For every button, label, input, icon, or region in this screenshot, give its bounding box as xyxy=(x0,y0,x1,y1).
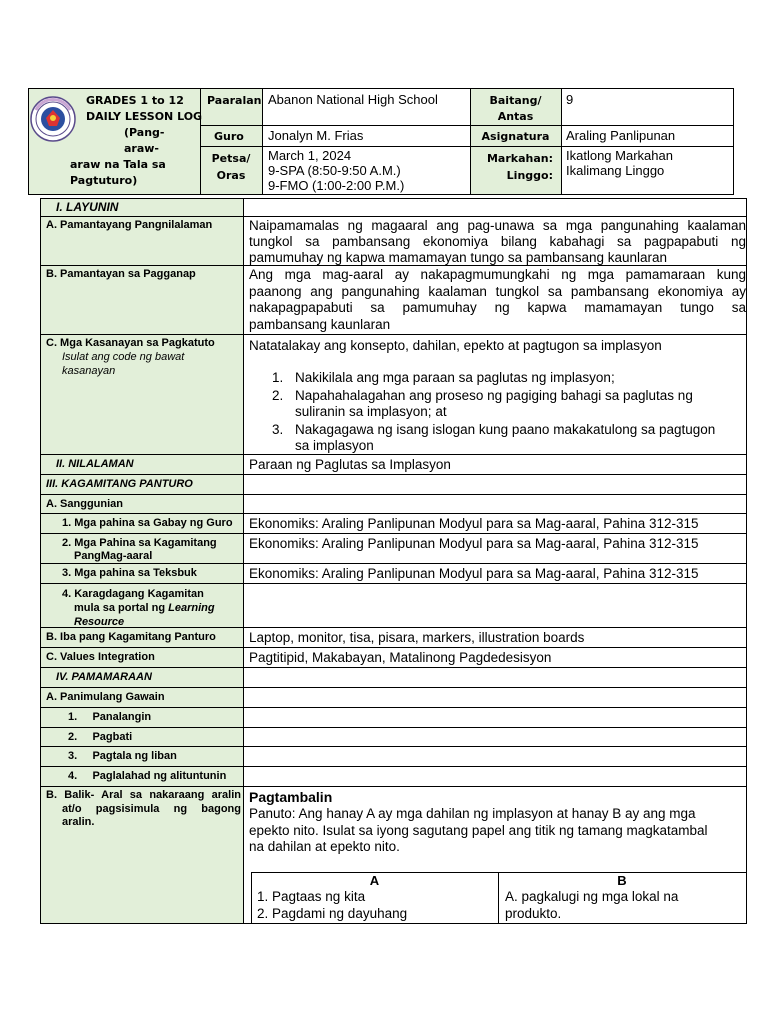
panuto-text: Panuto: Ang hanay A ay mga dahilan ng implasyon at hanay B ay ang mga epekto nito. Isulat sa iyong sagutang papel ang titik ng tamang magkatambal na dahilan at epekto nito. xyxy=(249,806,708,854)
teksbuk-label: 3. Mga pahina sa Teksbuk xyxy=(62,567,197,579)
asignatura-value: Araling Panlipunan xyxy=(566,128,676,143)
gabay-label: 1. Mga pahina sa Gabay ng Guro xyxy=(62,517,233,529)
grades-subtitle: (Pang-araw- araw na Tala sa Pagtuturo) xyxy=(70,126,166,187)
pagtambalin-title: Pagtambalin xyxy=(249,789,333,805)
col-a-header: A xyxy=(369,873,380,888)
list-item: A. pagkalugi ng mga lokal na xyxy=(505,889,679,904)
teksbuk-value: Ekonomiks: Araling Panlipunan Modyul para sa Mag-aaral, Pahina 312-315 xyxy=(249,566,699,581)
panimulang-label: A. Panimulang Gawain xyxy=(46,691,165,703)
kagamitang-heading: III. KAGAMITANG PANTURO xyxy=(46,478,193,490)
kasanayan-list xyxy=(272,370,742,455)
pamantayang-label: A. Pamantayang Pangnilalaman xyxy=(46,219,213,231)
petsa-label: Petsa/ Oras xyxy=(211,152,251,182)
grades-title: GRADES 1 to 12 DAILY LESSON LOG xyxy=(86,94,203,123)
nilalaman-heading: II. NILALAMAN xyxy=(56,458,134,470)
iba-value: Laptop, monitor, tisa, pisara, markers, illustration boards xyxy=(249,630,585,645)
markahan-label: Markahan: Linggo: xyxy=(486,152,553,182)
gabay-value: Ekonomiks: Araling Panlipunan Modyul para sa Mag-aaral, Pahina 312-315 xyxy=(249,516,699,531)
baitang-value: 9 xyxy=(566,92,574,107)
markahan-value: Ikatlong Markahan Ikalimang Linggo xyxy=(566,148,673,178)
panimula-item-panalangin: 1. Panalangin xyxy=(68,711,152,723)
baitang-label: Baitang/ Antas xyxy=(489,94,542,123)
list-item: produkto. xyxy=(505,905,562,921)
panimula-item-pagtala: 3. Pagtala ng liban xyxy=(68,750,177,762)
list-item: 3. Nakagagawa ng isang islogan kung paano makakatulong sa pagtugon sa implasyon xyxy=(272,421,716,453)
sanggunian-label: A. Sanggunian xyxy=(46,498,123,510)
karagdagang-label: 4. Karagdagang Kagamitan mula sa portal ng Learning Resource xyxy=(62,588,215,628)
list-item: 2. Pagdami ng dayuhang xyxy=(257,905,408,921)
iba-label: B. Iba pang Kagamitang Panturo xyxy=(46,631,216,643)
list-item: 2. Napahahalagahan ang proseso ng pagiging bahagi sa paglutas ng suliranin sa implasyon; at xyxy=(272,387,693,419)
values-label: C. Values Integration xyxy=(46,651,155,663)
paaralan-label: Paaralan xyxy=(207,94,262,107)
col-b-items xyxy=(505,889,678,922)
col-a-items xyxy=(257,889,407,922)
kagamitang-pahina-label: 2. Mga Pahina sa Kagamitang PangMag-aaral xyxy=(62,537,217,562)
pagganap-value: Ang mga mag-aaral ay nakapagmumungkahi ng mga pamamaraan kung paanong ang pangunahing kaalaman tungkol sa pambansang ekonomiya ay nakapagpapabuti sa pamumuhay ng kapwa mamamayan tungo sa pambansang kaunlaran xyxy=(249,267,746,332)
nilalaman-value: Paraan ng Paglutas sa Implasyon xyxy=(249,457,451,472)
values-value: Pagtitipid, Makabayan, Matalinong Pagdedesisyon xyxy=(249,650,552,665)
guro-label: Guro xyxy=(214,130,244,143)
asignatura-label: Asignatura xyxy=(481,130,550,143)
kagamitang-pahina-value: Ekonomiks: Araling Panlipunan Modyul para sa Mag-aaral, Pahina 312-315 xyxy=(249,536,699,551)
kasanayan-sub: Isulat ang code ng bawat kasanayan xyxy=(62,351,185,377)
panimula-item-paglalahad: 4. Paglalahad ng alituntunin xyxy=(68,770,227,782)
panimula-item-pagbati: 2. Pagbati xyxy=(68,731,133,743)
pamamaraan-heading: IV. PAMAMARAAN xyxy=(56,671,152,683)
kasanayan-label: C. Mga Kasanayan sa Pagkatuto xyxy=(46,337,215,349)
guro-value: Jonalyn M. Frias xyxy=(268,128,364,143)
pamantayang-value: Naipamamalas ng magaaral ang pag-unawa sa mga pangunahing kaalaman tungkol sa pambansang ekonomiya bilang kabahagi sa pagpapabuti ng pamumuhay ng kapwa mamamayan tungo sa pambansang kaunlaran xyxy=(249,218,746,265)
list-item: 1. Pagtaas ng kita xyxy=(257,889,366,904)
col-b-header: B xyxy=(617,873,627,888)
list-item: 1. Nakikilala ang mga paraan sa paglutas ng implasyon; xyxy=(272,370,615,385)
balik-aral-label: B. Balik- Aral sa nakaraang aralin at/o pagsisimula ng bagong aralin. xyxy=(46,789,241,828)
petsa-value: March 1, 2024 9-SPA (8:50-9:50 A.M.) 9-FMO (1:00-2:00 P.M.) xyxy=(268,148,405,193)
paaralan-value: Abanon National High School xyxy=(268,92,438,107)
layunin-heading: I. LAYUNIN xyxy=(56,200,119,214)
kasanayan-intro: Natatalakay ang konsepto, dahilan, epekto at pagtugon sa implasyon xyxy=(249,338,662,353)
pagganap-label: B. Pamantayan sa Pagganap xyxy=(46,268,196,280)
